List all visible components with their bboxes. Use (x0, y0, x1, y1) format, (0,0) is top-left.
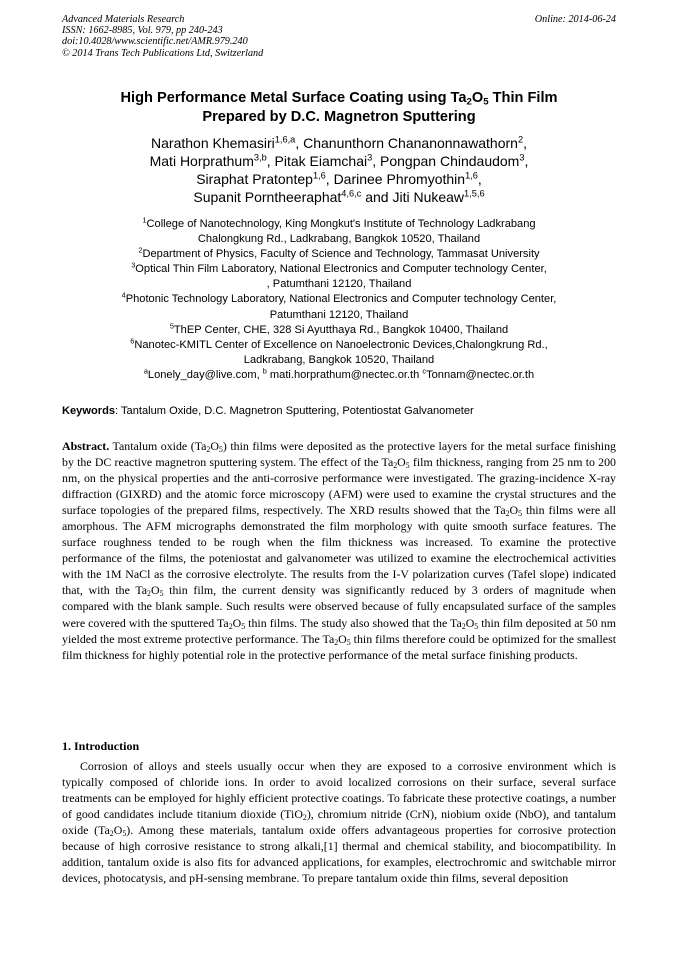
subscript: 2 (206, 444, 211, 454)
subscript: 5 (405, 461, 410, 470)
text-run: Corrosion of alloys and steels usually occur when they are exposed to a corrosive environment (80, 759, 568, 773)
affiliation-cont: Patumthani 12120, Thailand (269, 308, 409, 321)
text-run: features. The surface roughness tended to be rough when the film thickness was increased. To (62, 519, 616, 550)
text-run: thin films were all (522, 503, 616, 518)
author: Mati Horprathum$^{3,b}$, (149, 152, 275, 169)
text-run: ). Among these materials, tantalum (126, 823, 304, 838)
text-run: which is typically composed of chloride ions. In order to avoid localized corrosions on their surface, (62, 759, 616, 790)
email-list: $^a$Lonely_day@live.com, $^b$ mati.horprathum@nectec.or.th $^c$Tonnam@nectec.or.th (143, 366, 535, 381)
title-text: Thin Film (488, 90, 558, 106)
text-run: O (210, 439, 219, 453)
text-run: also fits for advanced applications, for examples, electrochromic and switchable mirror devices, (62, 855, 616, 886)
author: Darinee Phromyothin$^{1,6}$, (333, 170, 482, 187)
affiliation: $^5$ThEP Center, CHE, 328 Si Ayutthaya Rd., Bangkok 10400, Thailand (169, 321, 509, 336)
subscript: 2 (334, 637, 339, 647)
author-list (62, 134, 616, 206)
text-run: these protective coatings, a number of good candidates include titanium dioxide (TiO (62, 791, 616, 822)
affiliation-cont: Chalongkung Rd., Ladkrabang, Bangkok 10520, Thailand (197, 233, 481, 246)
subscript: 2 (393, 461, 398, 470)
text-run: Such results were observed because of fully encapsulated surface of the samples were covered with (62, 599, 616, 630)
text-run: force microscopy (AFM) were used to examine the crystal structures and the surface topologies of (62, 487, 616, 518)
text-run: Tantalum oxide (Ta (109, 439, 207, 453)
subscript: 2 (109, 829, 114, 839)
abstract-body (62, 439, 616, 662)
title-subscript: 2 (466, 96, 472, 108)
journal-header (62, 14, 263, 59)
text-run: thickness, ranging from 25 nm to 200 nm, on the physical properties and the anti-corrosive (62, 455, 616, 486)
text-run: O (150, 583, 160, 598)
author: Chanunthorn Chananonnawathorn$^2$, (303, 134, 527, 151)
subscript: 5 (218, 444, 223, 454)
text-run: O (338, 631, 347, 646)
author: Jiti Nukeaw$^{1,5,6}$ (392, 188, 485, 205)
subscript: 2 (461, 621, 466, 631)
text-run: performance were investigated. The grazing-incidence X-ray diffraction (GIXRD) and the atomic (62, 471, 616, 502)
subscript: 5 (241, 621, 246, 631)
subscript: 2 (302, 813, 307, 823)
author: Pitak Eiamchai$^3$, (274, 152, 381, 169)
section-heading-introduction: 1. Introduction (62, 739, 140, 753)
abstract-label: Abstract. (62, 439, 110, 453)
text-run: the prepared films, respectively. The XRD results showed that the Ta (167, 503, 506, 518)
text-run: thin films. The study also showed that the Ta (245, 615, 462, 630)
affiliation-list (62, 217, 616, 368)
subscript: 5 (518, 509, 523, 519)
text-run: film (409, 455, 433, 470)
text-run: surface finishing products. (451, 647, 578, 662)
author: Narathon Khemasiri$^{1,6,a}$, (151, 134, 304, 151)
affiliation-cont: , Patumthani 12120, Thailand (266, 278, 412, 291)
title-subscript: 5 (483, 96, 489, 108)
text-run: from the I-V polarization curves (Tafel slope) indicated that, with the Ta (62, 567, 616, 598)
journal-name: Advanced Materials Research (62, 14, 185, 25)
keywords-text: : Tantalum Oxide, D.C. Magnetron Sputtering, Potentiostat Galvanometer (115, 405, 474, 417)
affiliation-cont: Ladkrabang, Bangkok 10520, Thailand (243, 353, 435, 366)
text-run: strong alkali,[1] thermal and chemical stability, and biocompatibility. In addition, tantalum oxide is (62, 839, 617, 870)
text-run: density was significantly reduced by 3 orders of magnitude when compared with the blank sample. (62, 583, 616, 614)
email-link[interactable]: Lonely_day@live.com, (147, 369, 263, 381)
introduction-body (62, 758, 616, 886)
text-run: thin film deposited at 50 nm (478, 615, 616, 630)
subscript: 5 (122, 829, 127, 839)
paper-title (62, 89, 616, 127)
title-text: O (471, 90, 484, 106)
text-run: the sputtered Ta (153, 615, 229, 630)
text-run: amorphous. The AFM micrographs demonstrated the film morphology with quite smooth surface (62, 519, 547, 534)
text-run: ) thin films were deposited as the protective layers for the metal (222, 439, 533, 453)
affiliation: $^2$Department of Physics, Faculty of Science and Technology, Tammasat University (138, 245, 540, 261)
email-link[interactable]: mati.horprathum@nectec.or.th (266, 369, 423, 381)
text-run: photocatysis, and pH-sensing membrane. To prepare tantalum oxide thin films, several deposition (103, 871, 569, 886)
text-run: thin films therefore could be optimized (350, 631, 540, 646)
text-run: O (113, 823, 123, 838)
subscript: 2 (147, 589, 151, 599)
author: Siraphat Pratontep$^{1,6}$, (196, 170, 334, 187)
keywords-label: Keywords (62, 405, 116, 417)
affiliation: $^1$College of Nanotechnology, King Mongkut's Institute of Technology Ladkrabang (142, 215, 536, 230)
text-run: ), chromium (306, 807, 367, 822)
online-date: Online: 2014-06-24 (534, 14, 616, 25)
title-text: High Performance Metal Surface Coating using Ta (120, 90, 467, 106)
text-run: yielded the most extreme protective performance. The Ta (62, 631, 335, 646)
text-run: examine the electrochemical activities with the 1M NaCl as the corrosive electrolyte. The results (62, 551, 616, 582)
text-run: O (509, 503, 519, 518)
subscript: 5 (474, 621, 479, 631)
text-run: several surface treatments can be employed for highly efficient protective coatings. To fabricate (62, 775, 616, 806)
text-run: thin film, the current (163, 583, 276, 598)
subscript: 2 (505, 509, 510, 519)
text-run: nitride (CrN), niobium oxide (NbO), and tantalum oxide (Ta (62, 807, 616, 838)
affiliation: $^4$Photonic Technology Laboratory, National Electronics and Computer technology Center, (121, 291, 557, 306)
author: Pongpan Chindaudom$^3$, (380, 152, 529, 169)
text-run: oxide offers advantageous properties for corrosive protection because of high corrosive resistance to (62, 823, 616, 854)
abstract (62, 438, 616, 663)
text-run: O (397, 455, 406, 470)
email-link[interactable]: Tonnam@nectec.or.th (426, 369, 535, 381)
subscript: 5 (346, 637, 351, 647)
doi: doi:10.4028/www.scientific.net/AMR.979.240 (62, 36, 248, 48)
copyright: © 2014 Trans Tech Publications Ltd, Switzerland (62, 47, 264, 59)
author: Supanit Porntheeraphat$^{4,6,c}$ and (193, 188, 393, 205)
text-run: for the smallest film thickness for highly potential role in the protective performance of the metal (62, 631, 616, 662)
text-run: O (465, 615, 475, 630)
text-run: examine the protective performance of the films, the poteniostat and galvanometer was utilized to (62, 535, 616, 566)
text-run: surface finishing by the DC reactive magnetron sputtering system. The effect of the Ta (62, 439, 616, 470)
issn: ISSN: 1662-8985, Vol. 979, pp 240-243 (62, 25, 223, 37)
affiliation: $^6$Nanotec-KMITL Center of Excellence on Nanoelectronic Devices,Chalongkrung Rd., (130, 336, 548, 351)
text-run: O (232, 615, 242, 630)
title-line-2: Prepared by D.C. Magnetron Sputtering (202, 109, 476, 125)
subscript: 2 (228, 621, 233, 631)
affiliation: $^3$Optical Thin Film Laboratory, National Electronics and Computer technology Center, (131, 260, 547, 276)
keywords (62, 404, 616, 418)
subscript: 5 (159, 589, 164, 599)
